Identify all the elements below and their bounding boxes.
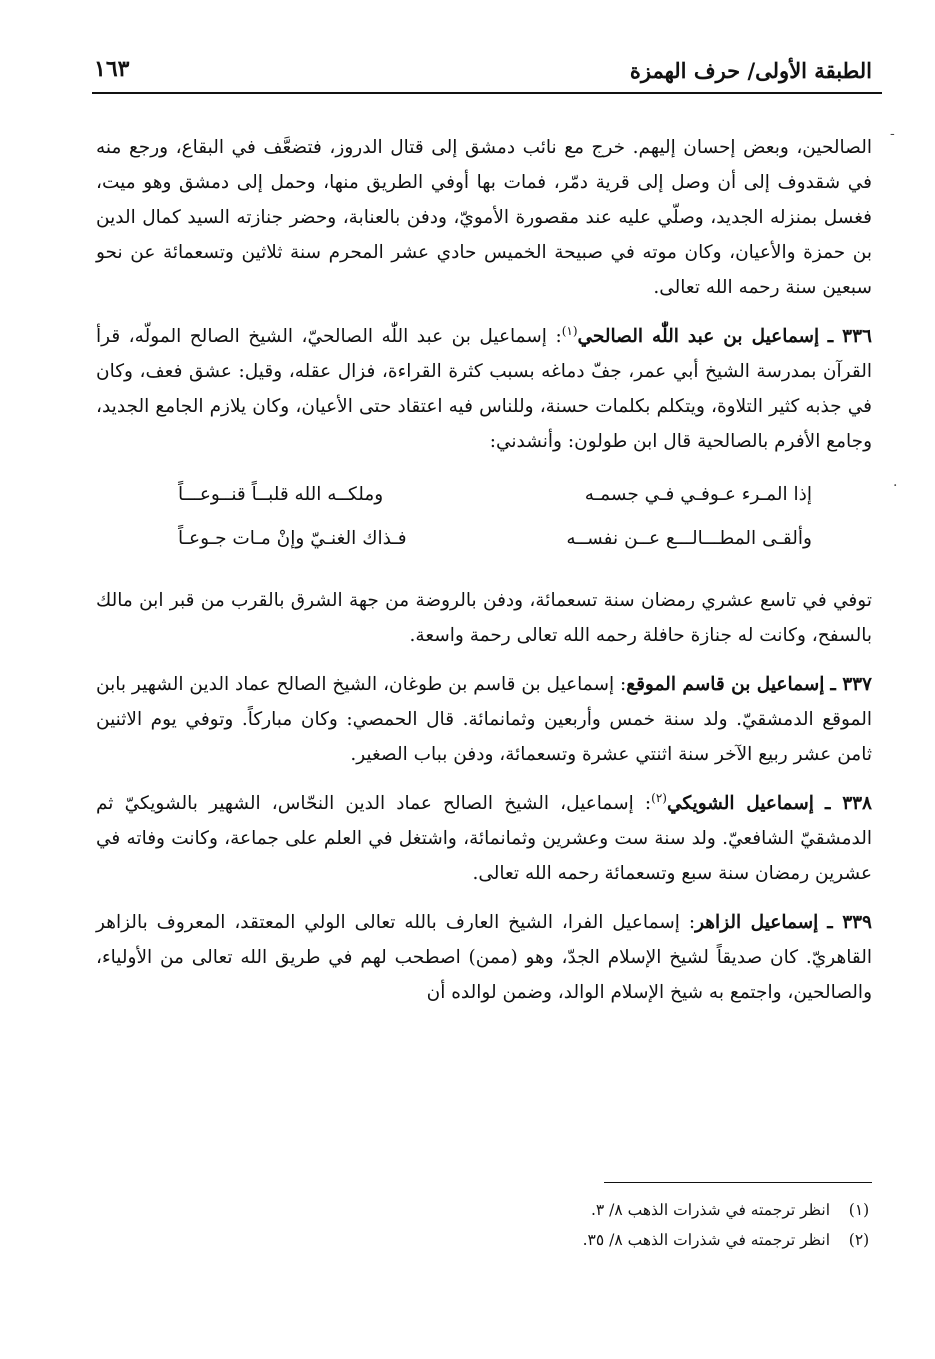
- entry-name: إسماعيل بن عبد اللّٰه الصالحي: [577, 326, 820, 347]
- footnote-text: انظر ترجمته في شذرات الذهب ٨/ ٣.: [590, 1201, 830, 1219]
- footnote-number: (١): [848, 1201, 870, 1219]
- poem: [112, 473, 872, 561]
- footnote-number: (٢): [848, 1231, 870, 1249]
- entry-number: ٣٣٨ ـ: [825, 793, 872, 814]
- footnotes: [92, 1182, 872, 1255]
- entry-number: ٣٣٩ ـ: [827, 912, 872, 933]
- entry-text: : إسماعيل، الشيخ الصالح عماد الدين النحّاس، الشهير بالشويكيّ ثم الدمشقيّ الشافعيّ. ولد سنة ست وعشرين وثمانمائة، واشتغل في العلم على جماعة، وكانت وفاته في عشرين رمضان سنة سبع وتسعمائة رحمه الله تعالى.: [96, 793, 872, 884]
- poem-hemistich-first: إذا المـرء عـوفـي فـي جسمـه: [584, 484, 812, 505]
- entry-337: [96, 667, 872, 772]
- entry-text: : إسماعيل بن قاسم بن طوغان، الشيخ الصالح عماد الدين الشهير بابن الموقع الدمشقيّ. ولد سنة خمس وأربعين وثمانمائة. قال الحمصي: وكان مباركاً. وتوفي يوم الاثنين ثامن عشر ربيع الآخر سنة اثنتي عشرة وتسعمائة، ودفن بباب الصغير.: [96, 674, 872, 765]
- poem-hemistich-first: وألقـى المطـــالـــع عــن نفســه: [566, 528, 812, 549]
- entry-336: [96, 319, 872, 459]
- footnote-text: انظر ترجمته في شذرات الذهب ٨/ ٣٥.: [582, 1231, 830, 1249]
- footnote-ref: (٢): [651, 790, 667, 805]
- footnote-divider: [604, 1182, 872, 1183]
- entry-338: [96, 786, 872, 891]
- poem-line: [112, 517, 872, 561]
- entry-number: ٣٣٧ ـ: [830, 674, 872, 695]
- poem-line: [112, 473, 872, 517]
- paragraph-after-poem: توفي في تاسع عشري رمضان سنة تسعمائة، ودفن بالروضة من جهة الشرق بالقرب من قبر ابن مالك بالسفح، وكانت له جنازة حافلة رحمه الله تعالى رحمة واسعة.: [96, 590, 872, 646]
- body-text: [92, 130, 882, 1010]
- poem-hemistich-second: فـذاك الغنـيّ وإنْ مـات جـوعـاً: [178, 528, 407, 549]
- footnote-2: [92, 1225, 872, 1255]
- footnote-1: [92, 1195, 872, 1225]
- margin-mark: ·: [893, 478, 898, 494]
- page-number: ١٦٣: [94, 56, 130, 82]
- running-title: الطبقة الأولى/ حرف الهمزة: [629, 58, 872, 83]
- poem-hemistich-second: وملكــه الله قلبــاً قنــوعـــاً: [178, 484, 384, 505]
- footnote-ref: (١): [561, 323, 578, 338]
- entry-name: إسماعيل الزاهر: [695, 912, 819, 933]
- entry-name: إسماعيل بن قاسم الموقع: [626, 674, 825, 695]
- entry-name: إسماعيل الشويكي: [666, 793, 814, 814]
- entry-text: : إسماعيل الفرا، الشيخ العارف بالله تعالى الولي المعتقد، المعروف بالزاهر القاهريّ. كان صديقاً لشيخ الإسلام الجدّ، وهو (ممن) اصطحب لهم في طريق الله تعالى من الأولياء، والصالحين، واجتمع به شيخ الإسلام الوالد، وضمن لوالده أن: [96, 912, 872, 1003]
- entry-339: [96, 905, 872, 1010]
- running-header: [92, 52, 882, 94]
- margin-mark: -: [890, 126, 895, 142]
- paragraph-continuation: الصالحين، وبعض إحسان إليهم. خرج مع نائب دمشق إلى قتال الدروز، فتضعَّف في البقاع، ورجع منه في شقدوف إلى أن وصل إلى قرية دمّر، فمات بها أوفي الطريق منها، وحمل إلى دمشق وهو ميت، فغسل بمنزله الجديد، وصلّي عليه عند مقصورة الأمويّ، ودفن بالعنابة، وحضر جنازته السيد كمال الدين بن حمزة والأعيان، وكان موته في صبيحة الخميس حادي عشر المحرم سنة ثلاثين وتسعمائة عن نحو سبعين سنة رحمه الله تعالى.: [96, 137, 872, 298]
- book-page: [92, 52, 882, 1332]
- entry-number: ٣٣٦ ـ: [827, 326, 872, 347]
- entry-text: : إسماعيل بن عبد اللّٰه الصالحيّ، الشيخ الصالح المولّه، قرأ القرآن بمدرسة الشيخ أبي عمر، جفّ دماغه بسبب كثرة القراءة، فزال عقله، وقيل: عشق فعف، وكان في جذبه كثير التلاوة، ويتكلم بكلمات حسنة، وللناس فيه اعتقاد حتى الأعيان، وكان يلازم الجامع الجديد، وجامع الأفرم بالصالحية قال ابن طولون: وأنشدني:: [96, 326, 872, 452]
